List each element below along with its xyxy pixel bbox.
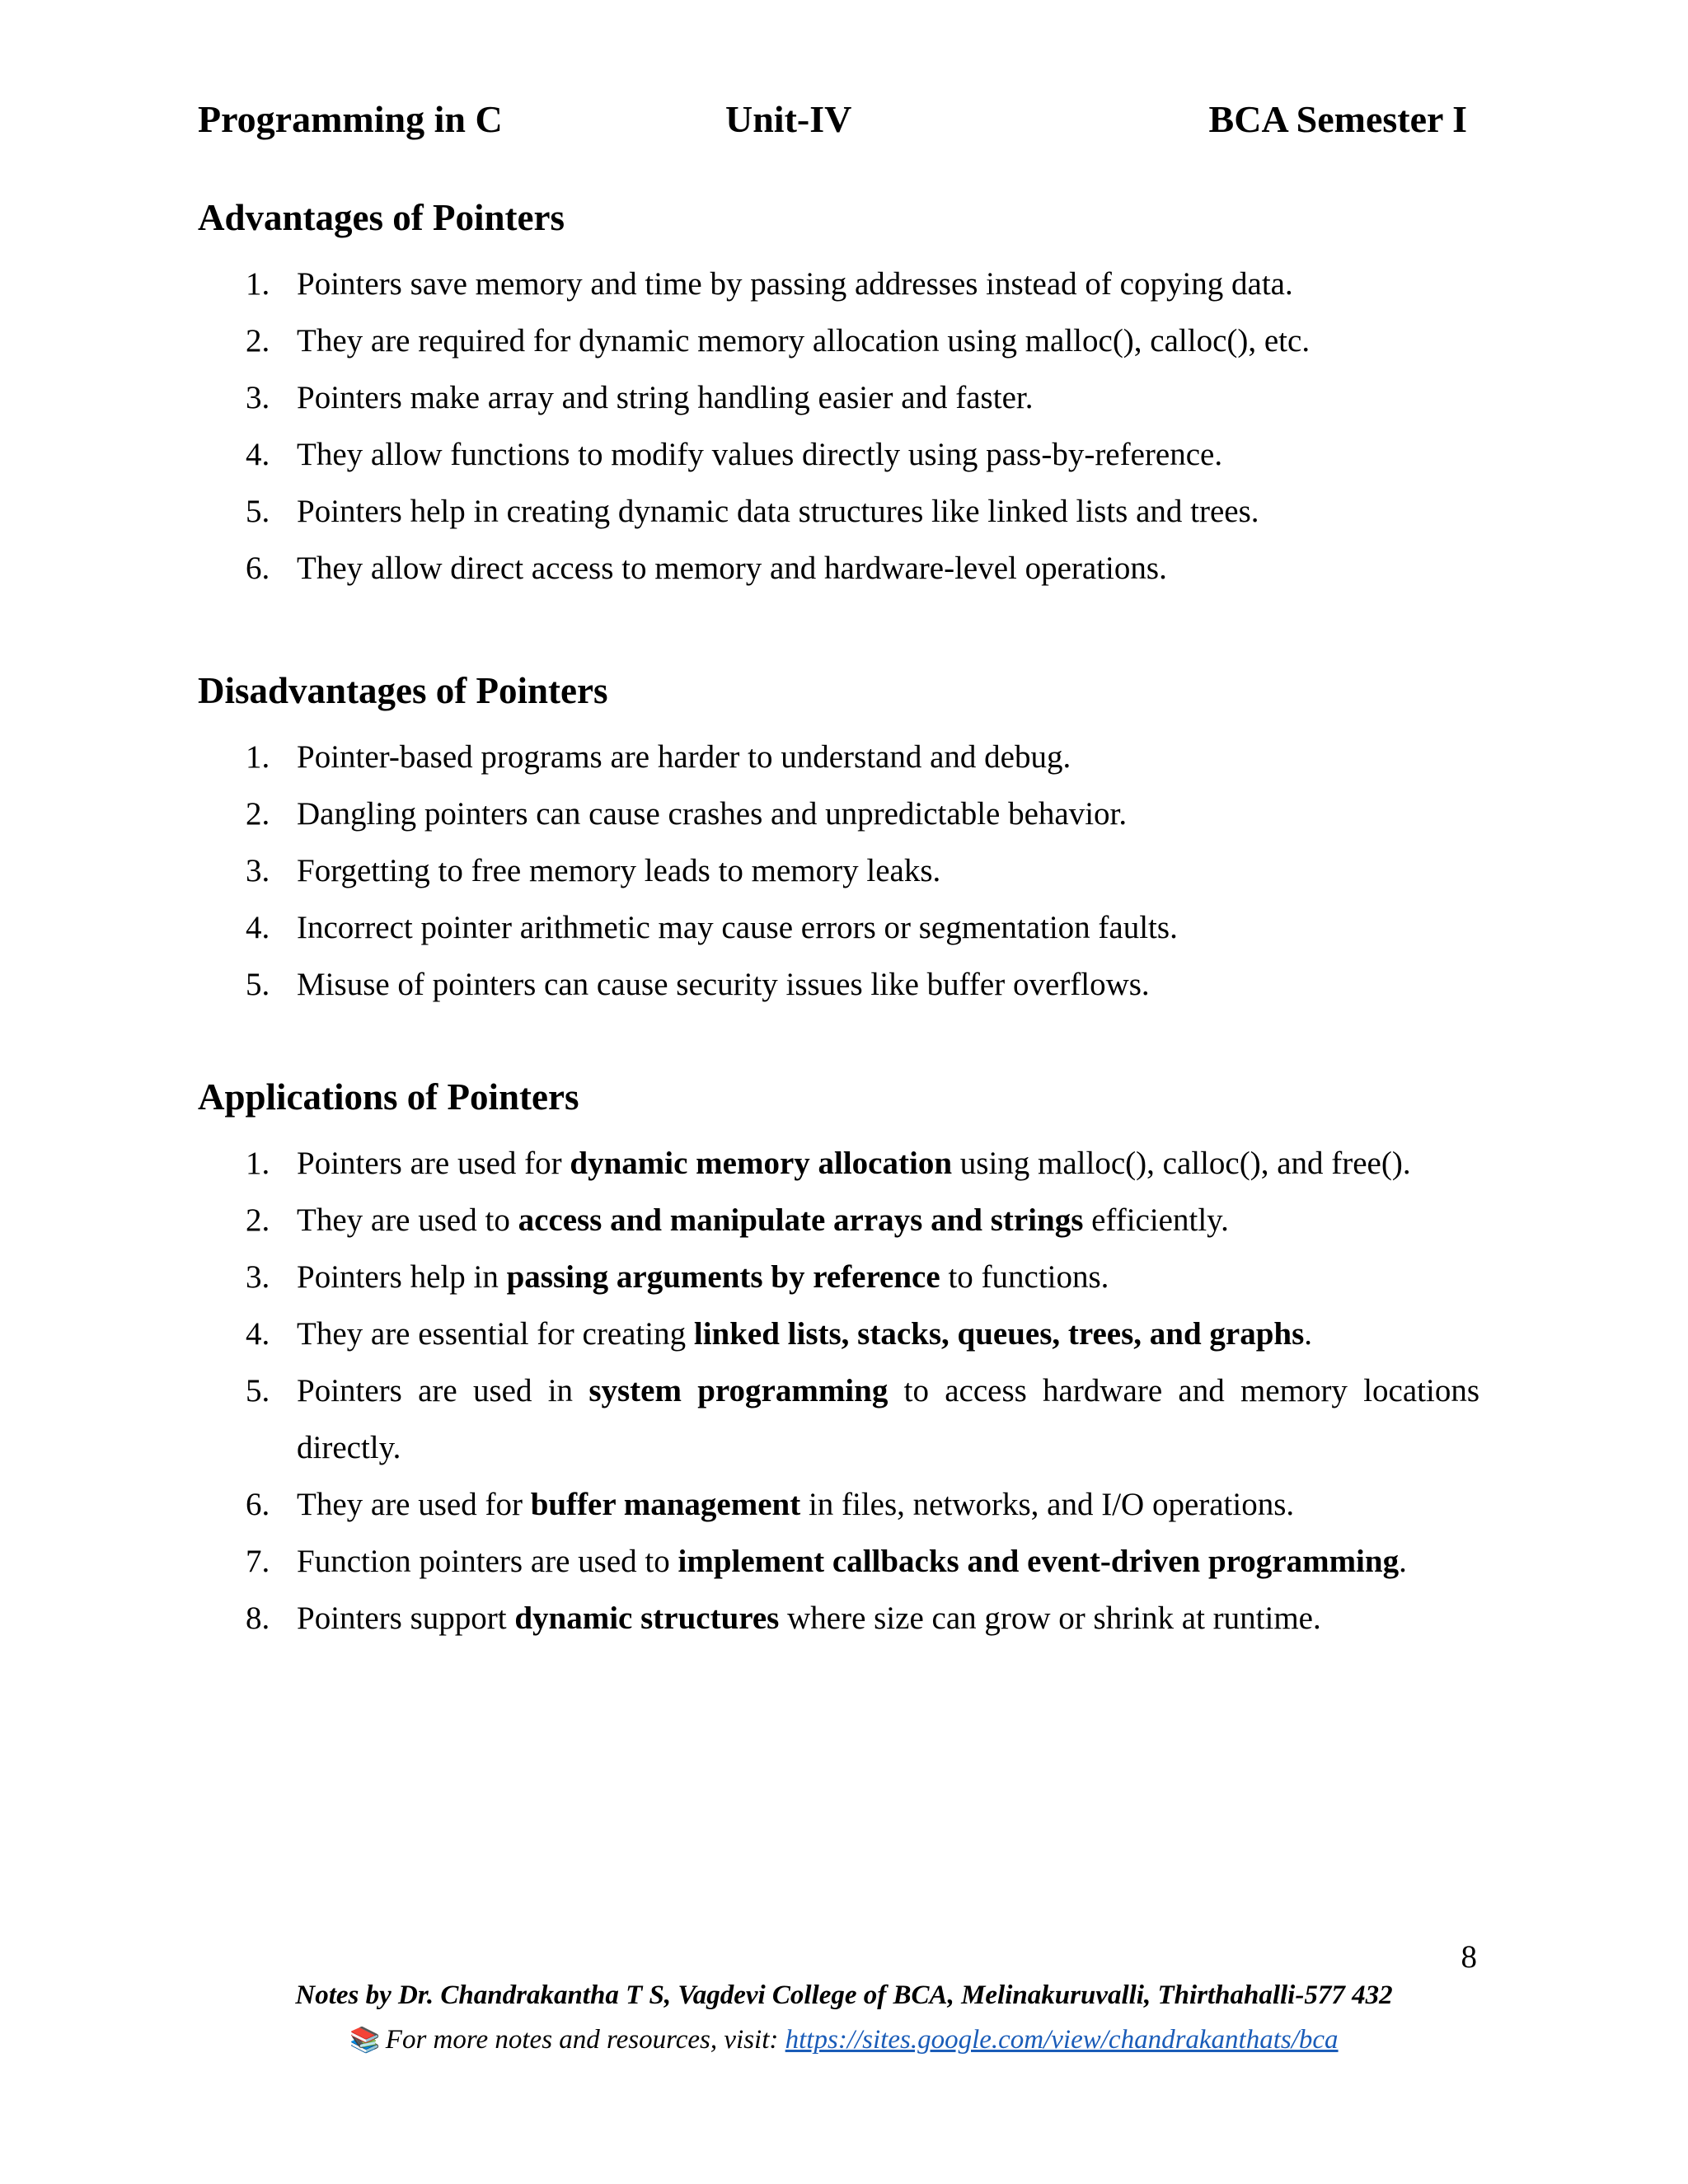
list-item <box>198 785 1479 842</box>
list-item <box>198 956 1479 1013</box>
page-header <box>198 97 1467 147</box>
disadvantages-list <box>198 729 1479 1013</box>
list-item-number: 1. <box>246 739 270 775</box>
list-item <box>198 1362 1479 1476</box>
list-item <box>198 842 1479 899</box>
list-item-text <box>297 380 1033 415</box>
list-item-text <box>297 437 1222 472</box>
list-item-number: 5. <box>246 1373 270 1408</box>
text-segment: Pointers help in <box>297 1259 507 1295</box>
list-item-number: 3. <box>246 853 270 888</box>
bold-phrase: dynamic memory allocation <box>570 1146 953 1181</box>
list-item-number: 7. <box>246 1544 270 1579</box>
text-segment: Misuse of pointers can cause security issues like buffer overflows. <box>297 967 1150 1002</box>
page-number: 8 <box>1461 1939 1477 1975</box>
bold-phrase: buffer management <box>530 1487 801 1522</box>
list-item-number: 8. <box>246 1601 270 1636</box>
list-item-number: 3. <box>246 1259 270 1295</box>
list-item-number: 6. <box>246 1487 270 1522</box>
list-item-number: 1. <box>246 1146 270 1181</box>
text-segment: They allow direct access to memory and hardware-level operations. <box>297 551 1167 586</box>
list-item-text <box>297 1259 1109 1295</box>
list-item-text <box>297 967 1150 1002</box>
list-item <box>198 899 1479 956</box>
text-segment: They are essential for creating <box>297 1316 694 1352</box>
books-icon: 📚 <box>349 2027 381 2054</box>
footer-resources-line <box>0 2018 1688 2063</box>
list-item <box>198 1533 1479 1590</box>
footer-author-line: Notes by Dr. Chandrakantha T S, Vagdevi College of BCA, Melinakuruvalli, Thirthahalli-577 432 <box>295 1980 1393 2010</box>
text-segment: Incorrect pointer arithmetic may cause errors or segmentation faults. <box>297 910 1178 945</box>
applications-heading: Applications of Pointers <box>198 1076 579 1118</box>
text-segment: where size can grow or shrink at runtime. <box>779 1601 1321 1636</box>
text-segment: efficiently. <box>1083 1202 1229 1238</box>
list-item <box>198 1590 1479 1647</box>
list-item-text <box>297 739 1071 775</box>
list-item-text <box>297 551 1167 586</box>
list-item-text <box>297 1202 1229 1238</box>
bold-phrase: system programming <box>588 1373 889 1408</box>
text-segment: Pointers are used for <box>297 1146 570 1181</box>
text-segment: They are used to <box>297 1202 518 1238</box>
list-item-number: 3. <box>246 380 270 415</box>
footer-link[interactable]: https://sites.google.com/view/chandrakanthats/bca <box>785 2025 1339 2055</box>
bold-phrase: access and manipulate arrays and strings <box>518 1202 1084 1238</box>
list-item-text <box>297 1373 1479 1465</box>
list-item <box>198 1476 1479 1533</box>
disadvantages-heading: Disadvantages of Pointers <box>198 670 608 711</box>
list-item <box>198 1249 1479 1305</box>
list-item-text <box>297 266 1293 302</box>
text-segment: Forgetting to free memory leads to memory leaks. <box>297 853 941 888</box>
list-item <box>198 312 1479 369</box>
list-item-text <box>297 494 1259 529</box>
list-item-text <box>297 1487 1294 1522</box>
text-segment: . <box>1304 1316 1313 1352</box>
list-item-number: 4. <box>246 910 270 945</box>
advantages-heading: Advantages of Pointers <box>198 197 565 238</box>
text-segment: using malloc(), calloc(), and free(). <box>952 1146 1411 1181</box>
list-item-number: 4. <box>246 1316 270 1352</box>
list-item-number: 2. <box>246 796 270 832</box>
text-segment: Function pointers are used to <box>297 1544 678 1579</box>
bold-phrase: implement callbacks and event-driven programming <box>678 1544 1400 1579</box>
list-item-text <box>297 910 1178 945</box>
list-item-number: 5. <box>246 494 270 529</box>
list-item-number: 4. <box>246 437 270 472</box>
list-item <box>198 483 1479 540</box>
page-footer <box>0 1973 1688 2063</box>
text-segment: Dangling pointers can cause crashes and unpredictable behavior. <box>297 796 1128 832</box>
bold-phrase: passing arguments by reference <box>506 1259 940 1295</box>
text-segment: They are required for dynamic memory allocation using malloc(), calloc(), etc. <box>297 323 1311 359</box>
header-course-title: Programming in C <box>198 98 503 140</box>
list-item-text <box>297 323 1310 359</box>
list-item-text <box>297 1601 1321 1636</box>
advantages-list <box>198 255 1479 597</box>
applications-list <box>198 1135 1479 1647</box>
list-item-number: 6. <box>246 551 270 586</box>
text-segment: to functions. <box>940 1259 1109 1295</box>
text-segment: They allow functions to modify values directly using pass-by-reference. <box>297 437 1223 472</box>
footer-visit-text: For more notes and resources, visit: <box>385 2025 785 2055</box>
text-segment: in files, networks, and I/O operations. <box>800 1487 1295 1522</box>
list-item <box>198 1135 1479 1192</box>
text-segment: Pointers are used in <box>297 1373 589 1408</box>
text-segment: to access hardware and memory locations directly. <box>297 1373 1480 1465</box>
bold-phrase: linked lists, stacks, queues, trees, and graphs <box>693 1316 1305 1352</box>
text-segment: Pointers help in creating dynamic data structures like linked lists and trees. <box>297 494 1259 529</box>
text-segment: Pointers save memory and time by passing addresses instead of copying data. <box>297 266 1293 302</box>
list-item-number: 5. <box>246 967 270 1002</box>
list-item-text <box>297 796 1127 832</box>
text-segment: Pointers make array and string handling easier and faster. <box>297 380 1034 415</box>
list-item-number: 2. <box>246 323 270 359</box>
header-semester: BCA Semester I <box>1208 98 1467 140</box>
text-segment: Pointers support <box>297 1601 515 1636</box>
list-item <box>198 426 1479 483</box>
list-item <box>198 1305 1479 1362</box>
list-item <box>198 540 1479 597</box>
list-item-text <box>297 1544 1407 1579</box>
list-item-number: 1. <box>246 266 270 302</box>
list-item-text <box>297 1316 1312 1352</box>
list-item <box>198 369 1479 426</box>
list-item-text <box>297 853 940 888</box>
list-item <box>198 1192 1479 1249</box>
header-unit: Unit-IV <box>725 98 852 140</box>
list-item-text <box>297 1146 1411 1181</box>
list-item <box>198 729 1479 785</box>
bold-phrase: dynamic structures <box>514 1601 780 1636</box>
list-item <box>198 255 1479 312</box>
text-segment: Pointer-based programs are harder to understand and debug. <box>297 739 1071 775</box>
text-segment: They are used for <box>297 1487 531 1522</box>
text-segment: . <box>1399 1544 1407 1579</box>
list-item-number: 2. <box>246 1202 270 1238</box>
